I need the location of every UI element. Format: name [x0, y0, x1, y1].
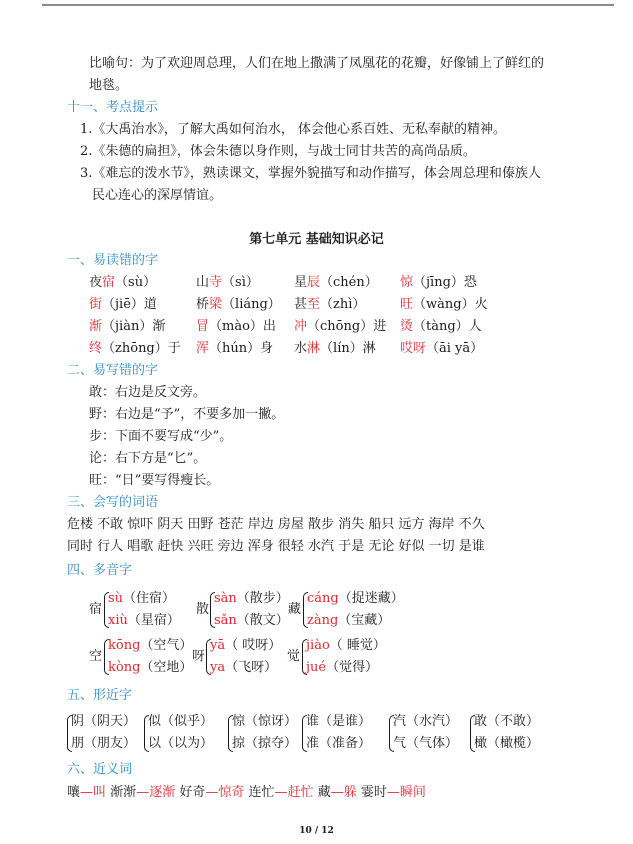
highlighted-char: 惊 — [400, 275, 414, 290]
miswritten-item: 步：下面不要写成“少”。 — [89, 429, 233, 444]
example-word: （宝藏） — [338, 613, 391, 628]
prefix-char: 山 — [196, 275, 210, 290]
similar-char: 敢（不敢） — [474, 714, 540, 729]
miswritten-item: 论：右下方是“匕”。 — [89, 451, 207, 466]
misread-word — [400, 319, 482, 335]
similar-char: 掠（掠夺） — [232, 736, 298, 751]
reading-line — [214, 613, 289, 629]
polyphone-char: 宿 — [89, 602, 103, 617]
reading-line — [108, 638, 192, 654]
section-4-heading: 四、多音字 — [67, 563, 133, 578]
pinyin: xiù — [108, 613, 128, 628]
example-word: （空气） — [140, 638, 193, 653]
pinyin-suffix: （chén） — [320, 275, 378, 290]
example-word: （ 哎呀） — [225, 638, 282, 653]
example-word: （空地） — [140, 660, 193, 675]
miswritten-item: 野：右边是“予”，不要多加一撇。 — [89, 407, 285, 422]
polyphone-char: 藏 — [288, 602, 302, 617]
dash: — — [136, 785, 150, 800]
prefix-char: 桥 — [196, 297, 210, 312]
pinyin: cáng — [307, 591, 339, 606]
highlighted-char: 渐 — [89, 319, 103, 334]
misread-word — [294, 297, 365, 313]
misread-word — [400, 297, 488, 313]
unit-title: 第七单元 基础知识必记 — [249, 232, 384, 247]
misread-word — [89, 297, 157, 313]
misread-word — [400, 275, 477, 291]
tip-item-2: 2.《朱德的扁担》，体会朱德以身作则，与战士同甘共苦的高尚品质。 — [80, 144, 476, 159]
synonyms-line — [67, 785, 426, 801]
section-6-heading: 六、近义词 — [67, 762, 133, 777]
intro-line-1: 比喻句：为了欢迎周总理，人们在地上撒满了凤凰花的花瓣，好像铺上了鲜红的 — [89, 56, 545, 71]
synonym-word: 藏 — [317, 785, 331, 800]
misread-word — [294, 275, 378, 291]
pinyin-suffix: （tàng）人 — [413, 319, 482, 334]
synonym-word: 霎时 — [360, 785, 387, 800]
page-number: 10 / 12 — [299, 826, 334, 836]
highlighted-char: 浑 — [196, 341, 210, 356]
highlighted-char: 旺 — [400, 297, 414, 312]
pinyin: ya — [210, 660, 226, 675]
misread-word — [196, 319, 276, 335]
dash: — — [274, 785, 288, 800]
miswritten-item: 敢：右边是反文旁。 — [89, 385, 207, 400]
pinyin: jué — [306, 660, 327, 675]
tip-item-1: 1.《大禹治水》，了解大禹如何治水， 体会他心系百姓、无私奉献的精神。 — [80, 122, 507, 137]
misread-word — [294, 319, 386, 335]
dash: — — [330, 785, 344, 800]
pinyin-suffix: （jiàn）渐 — [102, 319, 166, 334]
similar-char: 惊（惊讶） — [232, 714, 298, 729]
polyphone-char: 呀 — [192, 649, 206, 664]
polyphone-char: 散 — [196, 602, 210, 617]
misread-word — [196, 297, 281, 313]
vocab-line-2: 同时 行人 唱歌 赶快 兴旺 旁边 浑身 很轻 水汽 于是 无论 好似 一切 是谁 — [67, 539, 485, 554]
reading-line — [307, 591, 404, 607]
miswritten-item: 旺：“日”要写得瘦长。 — [89, 473, 220, 488]
pinyin-suffix: （jiē）道 — [102, 297, 157, 312]
reading-line — [214, 591, 289, 607]
pinyin: kòng — [108, 660, 141, 675]
example-word: （捉迷藏） — [338, 591, 404, 606]
synonym-word: 连忙 — [248, 785, 275, 800]
tip-item-3-cont: 民心连心的深厚情谊。 — [92, 188, 223, 203]
similar-char: 似（似乎） — [148, 714, 214, 729]
pinyin: sǎn — [214, 613, 237, 628]
prefix-char: 水 — [294, 341, 308, 356]
section-5-heading: 五、形近字 — [67, 688, 133, 703]
intro-line-2: 地毯。 — [89, 78, 129, 93]
similar-char: 朋（朋友） — [71, 736, 137, 751]
prefix-char: 甚 — [294, 297, 308, 312]
pinyin-suffix: （chōng）进 — [307, 319, 387, 334]
pinyin: jiào — [306, 638, 330, 653]
reading-line — [210, 638, 281, 654]
prefix-char: 夜 — [89, 275, 103, 290]
prefix-char: 星 — [294, 275, 308, 290]
synonym-answer: 赶忙 — [287, 785, 314, 800]
pinyin-suffix: （zhì） — [320, 297, 366, 312]
section-3-heading: 三、会写的词语 — [67, 495, 159, 510]
synonym-word: 渐渐 — [110, 785, 137, 800]
synonym-answer: 躲 — [343, 785, 357, 800]
example-word: （星宿） — [127, 613, 180, 628]
example-word: （散步） — [236, 591, 289, 606]
vocab-line-1: 危楼 不敢 惊吓 阴天 田野 苍茫 岸边 房屋 散步 消失 船只 远方 海岸 不久 — [67, 517, 485, 532]
similar-char: 橄（橄榄） — [474, 736, 540, 751]
highlighted-char: 冒 — [196, 319, 210, 334]
example-word: （飞呀） — [225, 660, 278, 675]
misread-word — [89, 341, 181, 357]
reading-line — [307, 613, 390, 629]
similar-char: 谁（是谁） — [306, 714, 372, 729]
reading-line — [108, 591, 175, 607]
reading-line — [108, 660, 192, 676]
synonym-word: 好奇 — [179, 785, 206, 800]
dash: — — [386, 785, 400, 800]
example-word: （ 睡觉） — [329, 638, 386, 653]
pinyin-suffix: （jīng）恐 — [413, 275, 477, 290]
highlighted-char: 至 — [307, 297, 321, 312]
pinyin: kōng — [108, 638, 141, 653]
dash: — — [80, 785, 94, 800]
reading-line — [108, 613, 180, 629]
synonym-answer: 逐渐 — [149, 785, 176, 800]
reading-line — [306, 638, 386, 654]
dash: — — [205, 785, 219, 800]
similar-char: 阴（阴天） — [71, 714, 137, 729]
synonym-word: 嚷 — [67, 785, 81, 800]
pinyin-suffix: （āi yā） — [426, 341, 484, 356]
synonym-answer: 惊奇 — [218, 785, 245, 800]
section-1-heading: 一、易读错的字 — [67, 253, 159, 268]
pinyin-suffix: （sù） — [115, 275, 157, 290]
misread-word — [400, 341, 483, 357]
pinyin-suffix: （wàng）火 — [413, 297, 488, 312]
highlighted-char: 寺 — [209, 275, 223, 290]
highlighted-char: 哎呀 — [400, 341, 427, 356]
highlighted-char: 街 — [89, 297, 103, 312]
example-word: （觉得） — [326, 660, 379, 675]
example-word: （散文） — [236, 613, 289, 628]
misread-word — [89, 319, 165, 335]
similar-char: 以（以为） — [148, 736, 214, 751]
top-rule — [42, 4, 614, 6]
highlighted-char: 梁 — [209, 297, 223, 312]
pinyin-suffix: （hún）身 — [209, 341, 274, 356]
reading-line — [210, 660, 277, 676]
highlighted-char: 淋 — [307, 341, 321, 356]
similar-char: 汽（水汽） — [393, 714, 459, 729]
highlighted-char: 冲 — [294, 319, 308, 334]
example-word: （住宿） — [123, 591, 176, 606]
polyphone-char: 空 — [89, 649, 103, 664]
highlighted-char: 辰 — [307, 275, 321, 290]
reading-line — [306, 660, 378, 676]
misread-word — [294, 341, 376, 357]
highlighted-char: 终 — [89, 341, 103, 356]
misread-word — [196, 341, 273, 357]
polyphone-char: 觉 — [287, 649, 301, 664]
section-11-heading: 十一、考点提示 — [67, 100, 159, 115]
section-2-heading: 二、易写错的字 — [67, 363, 159, 378]
pinyin-suffix: （mào）出 — [209, 319, 276, 334]
synonym-answer: 瞬间 — [399, 785, 426, 800]
tip-item-3: 3.《难忘的泼水节》，熟读课文，掌握外貌描写和动作描写，体会周总理和傣族人 — [80, 166, 541, 181]
pinyin-suffix: （lín）淋 — [320, 341, 376, 356]
highlighted-char: 宿 — [102, 275, 116, 290]
misread-word — [89, 275, 156, 291]
pinyin-suffix: （liáng） — [222, 297, 281, 312]
pinyin: yā — [210, 638, 226, 653]
pinyin: sàn — [214, 591, 237, 606]
pinyin: zàng — [307, 613, 339, 628]
pinyin-suffix: （zhōng）于 — [102, 341, 181, 356]
highlighted-char: 烫 — [400, 319, 414, 334]
pinyin-suffix: （sì） — [222, 275, 259, 290]
synonym-answer: 叫 — [93, 785, 107, 800]
misread-word — [196, 275, 259, 291]
similar-char: 气（气体） — [393, 736, 459, 751]
pinyin: sù — [108, 591, 124, 606]
similar-char: 准（准备） — [306, 736, 372, 751]
